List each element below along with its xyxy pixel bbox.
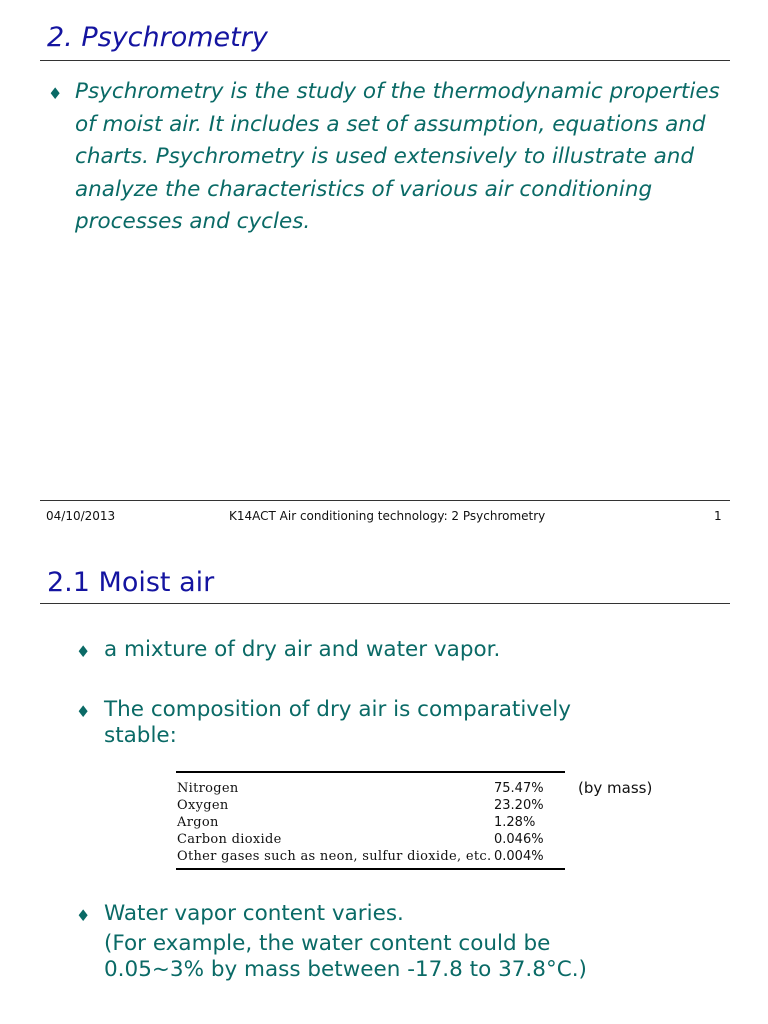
footer-page-number: 1 bbox=[714, 509, 722, 523]
gas-name: Oxygen bbox=[177, 798, 229, 813]
gas-name: Carbon dioxide bbox=[177, 832, 282, 847]
bullet-diamond-icon: ♦ bbox=[48, 84, 63, 103]
bullet-diamond-icon: ♦ bbox=[76, 702, 91, 721]
dry-air-composition-table bbox=[176, 771, 565, 870]
gas-name: Other gases such as neon, sulfur dioxide, etc. bbox=[177, 849, 492, 864]
intro-paragraph: Psychrometry is the study of the thermodynamic properties of moist air. It includes a set of assumption, equations and charts. Psychrometry is used extensively to illustrate and analyze the characteristics of various air conditioning processes and cycles. bbox=[75, 79, 720, 234]
gas-name: Nitrogen bbox=[177, 781, 239, 796]
bullet-diamond-icon: ♦ bbox=[76, 906, 91, 925]
gas-percent: 23.20% bbox=[494, 798, 544, 813]
gas-percent: 0.004% bbox=[494, 849, 544, 864]
bullet-diamond-icon: ♦ bbox=[76, 642, 91, 661]
bullet-water-vapor: Water vapor content varies. bbox=[104, 901, 404, 926]
table-row bbox=[176, 797, 565, 814]
section-title-divider bbox=[40, 603, 730, 604]
water-vapor-example-line2: 0.05~3% by mass between -17.8 to 37.8°C.) bbox=[104, 957, 587, 982]
section-title: 2.1 Moist air bbox=[47, 567, 215, 598]
gas-percent: 0.046% bbox=[494, 832, 544, 847]
table-row bbox=[176, 780, 565, 797]
gas-percent: 75.47% bbox=[494, 781, 544, 796]
gas-percent: 1.28% bbox=[494, 815, 536, 830]
water-vapor-example-line1: (For example, the water content could be bbox=[104, 931, 551, 956]
footer-date: 04/10/2013 bbox=[46, 509, 116, 523]
slide-title: 2. Psychrometry bbox=[47, 22, 268, 53]
gas-name: Argon bbox=[177, 815, 219, 830]
bullet-mixture: a mixture of dry air and water vapor. bbox=[104, 637, 501, 662]
composition-note: (by mass) bbox=[578, 779, 653, 797]
bullet-composition: The composition of dry air is comparatively stable: bbox=[104, 697, 571, 748]
table-row bbox=[176, 848, 565, 865]
footer-divider bbox=[40, 500, 730, 501]
table-row bbox=[176, 814, 565, 831]
table-row bbox=[176, 831, 565, 848]
title-divider bbox=[40, 60, 730, 61]
footer-course: K14ACT Air conditioning technology: 2 Psychrometry bbox=[229, 509, 546, 523]
